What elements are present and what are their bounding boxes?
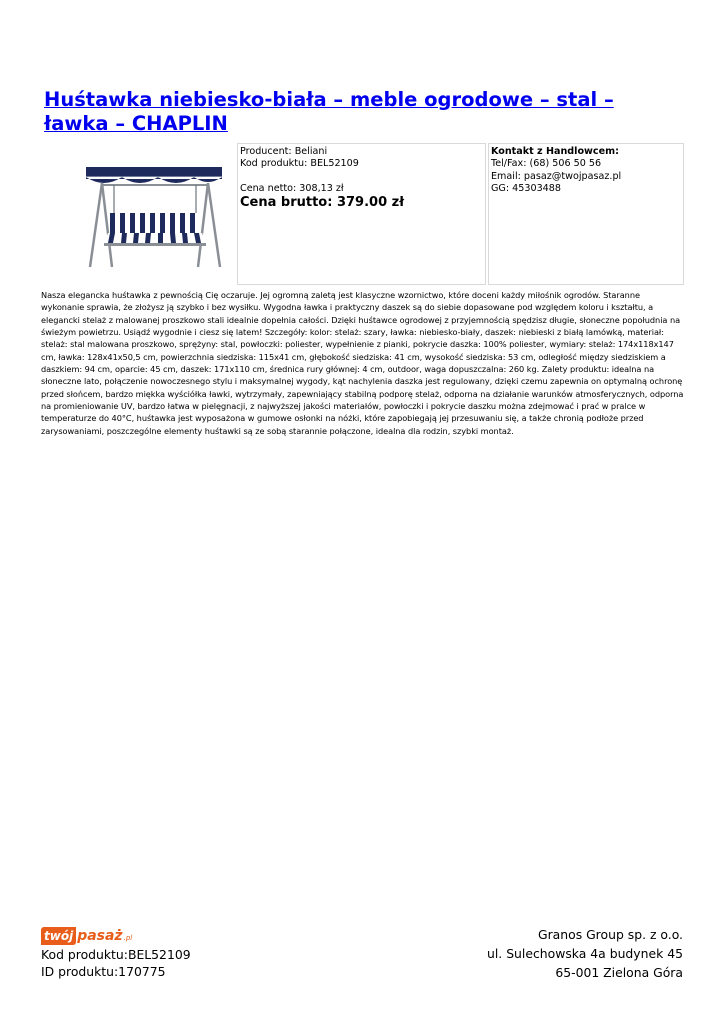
product-summary: [42, 143, 682, 283]
garden-swing-product-image: [80, 163, 228, 271]
company-address: ul. Sulechowska 4a budynek 45: [487, 946, 683, 961]
net-price-text: Cena netto: 308,13 zł: [240, 182, 344, 194]
contact-heading: Kontakt z Handlowcem:: [491, 146, 619, 157]
company-name: Granos Group sp. z o.o.: [537, 927, 683, 942]
footer-product-id: ID produktu:170775: [41, 964, 166, 979]
company-city: 65-001 Zielona Góra: [555, 965, 683, 980]
footer-product-code: Kod produktu:BEL52109: [41, 947, 191, 962]
footer-left: [41, 926, 191, 980]
logo-text: pasaż: [77, 928, 123, 944]
contact-cell: [488, 143, 684, 285]
logo-box-text: twój: [41, 927, 76, 945]
product-code-text: Kod produktu: BEL52109: [240, 158, 359, 170]
contact-email: Email: pasaz@twojpasaz.pl: [491, 170, 622, 182]
producer-text: Producent: Beliani: [240, 146, 328, 157]
footer-company: [487, 925, 683, 982]
product-info-cell: [237, 143, 486, 285]
gross-price-text: Cena brutto: 379.00 zł: [240, 195, 405, 211]
logo-suffix: .pl: [123, 934, 133, 942]
product-description: Nasza elegancka huśtawka z pewnością Cię oczaruje. Jej ogromną zaletą jest klasyczne wzornictwo, które doceni każdy miłośnik ogrodów. Staranne wykonanie sprawia, że złożysz ją szybko i bez wysiłku. Wygodna ławka i praktyczny daszek są do siebie dopasowane pod względem koloru i kształtu, a elegancki stelaż z malowanej proszkowo stali idealnie dopełnia całości. Dzięki huśtawce ogrodowej z przyjemnością spędzisz długie, słoneczne popołudnia na świeżym powietrzu. Usiądź wygodnie i ciesz się latem! Szczegóły: kolor: stelaż: szary, ławka: niebiesko-biały, daszek: niebieski z białą lamówką, materiał: stelaż: stal malowana proszkowo, sprężyny: stal, powłoczki: poliester, wypełnienie z pianki, pokrycie daszka: 100% poliester, wymiary: stelaż: 174x118x147 cm, ławka: 128x41x50,5 cm, powierzchnia siedziska: 115x41 cm, głębokość siedziska: 41 cm, wysokość siedziska: 53 cm, odległość między siedziskiem a daszkiem: 94 cm, oparcie: 45 cm, daszek: 171x110 cm, średnica rury głównej: 4 cm, outdoor, waga dopuszczalna: 260 kg. Zalety produktu: idealna na słoneczne lato, połączenie nowoczesnego stylu i maksymalnej wygody, kąt nachylenia daszka jest regulowany, dzięki czemu zapewnia on optymalną ochronę przed słońcem, bardzo miękka wyściółka ławki, wytrzymały, zapewniający stabilną podporę stelaż, odporna na działanie warunków atmosferycznych, odporna na promieniowanie UV, bardzo łatwa w pielęgnacji, z najwyższej jakości materiałów, powłoczki i pokrycie daszku można zdejmować i prać w pralce w temperaturze do 40°C, huśtawka jest wyposażona w gumowe osłonki na nóżki, które zapobiegają jej przesuwaniu się, a także chronią podłoże przed zarysowaniami, poszczególne elementy huśtawki są ze sobą starannie połączone, idealna dla rodzin, szybki montaż.: [41, 290, 684, 436]
contact-phone: Tel/Fax: (68) 506 50 56: [491, 158, 602, 170]
product-title-link[interactable]: Huśtawka niebiesko-biała – meble ogrodowe – stal – ławka – CHAPLIN: [44, 88, 614, 135]
twojpasaz-logo: [41, 926, 191, 946]
contact-gg: GG: 45303488: [491, 183, 561, 195]
product-image-cell: [42, 143, 235, 283]
